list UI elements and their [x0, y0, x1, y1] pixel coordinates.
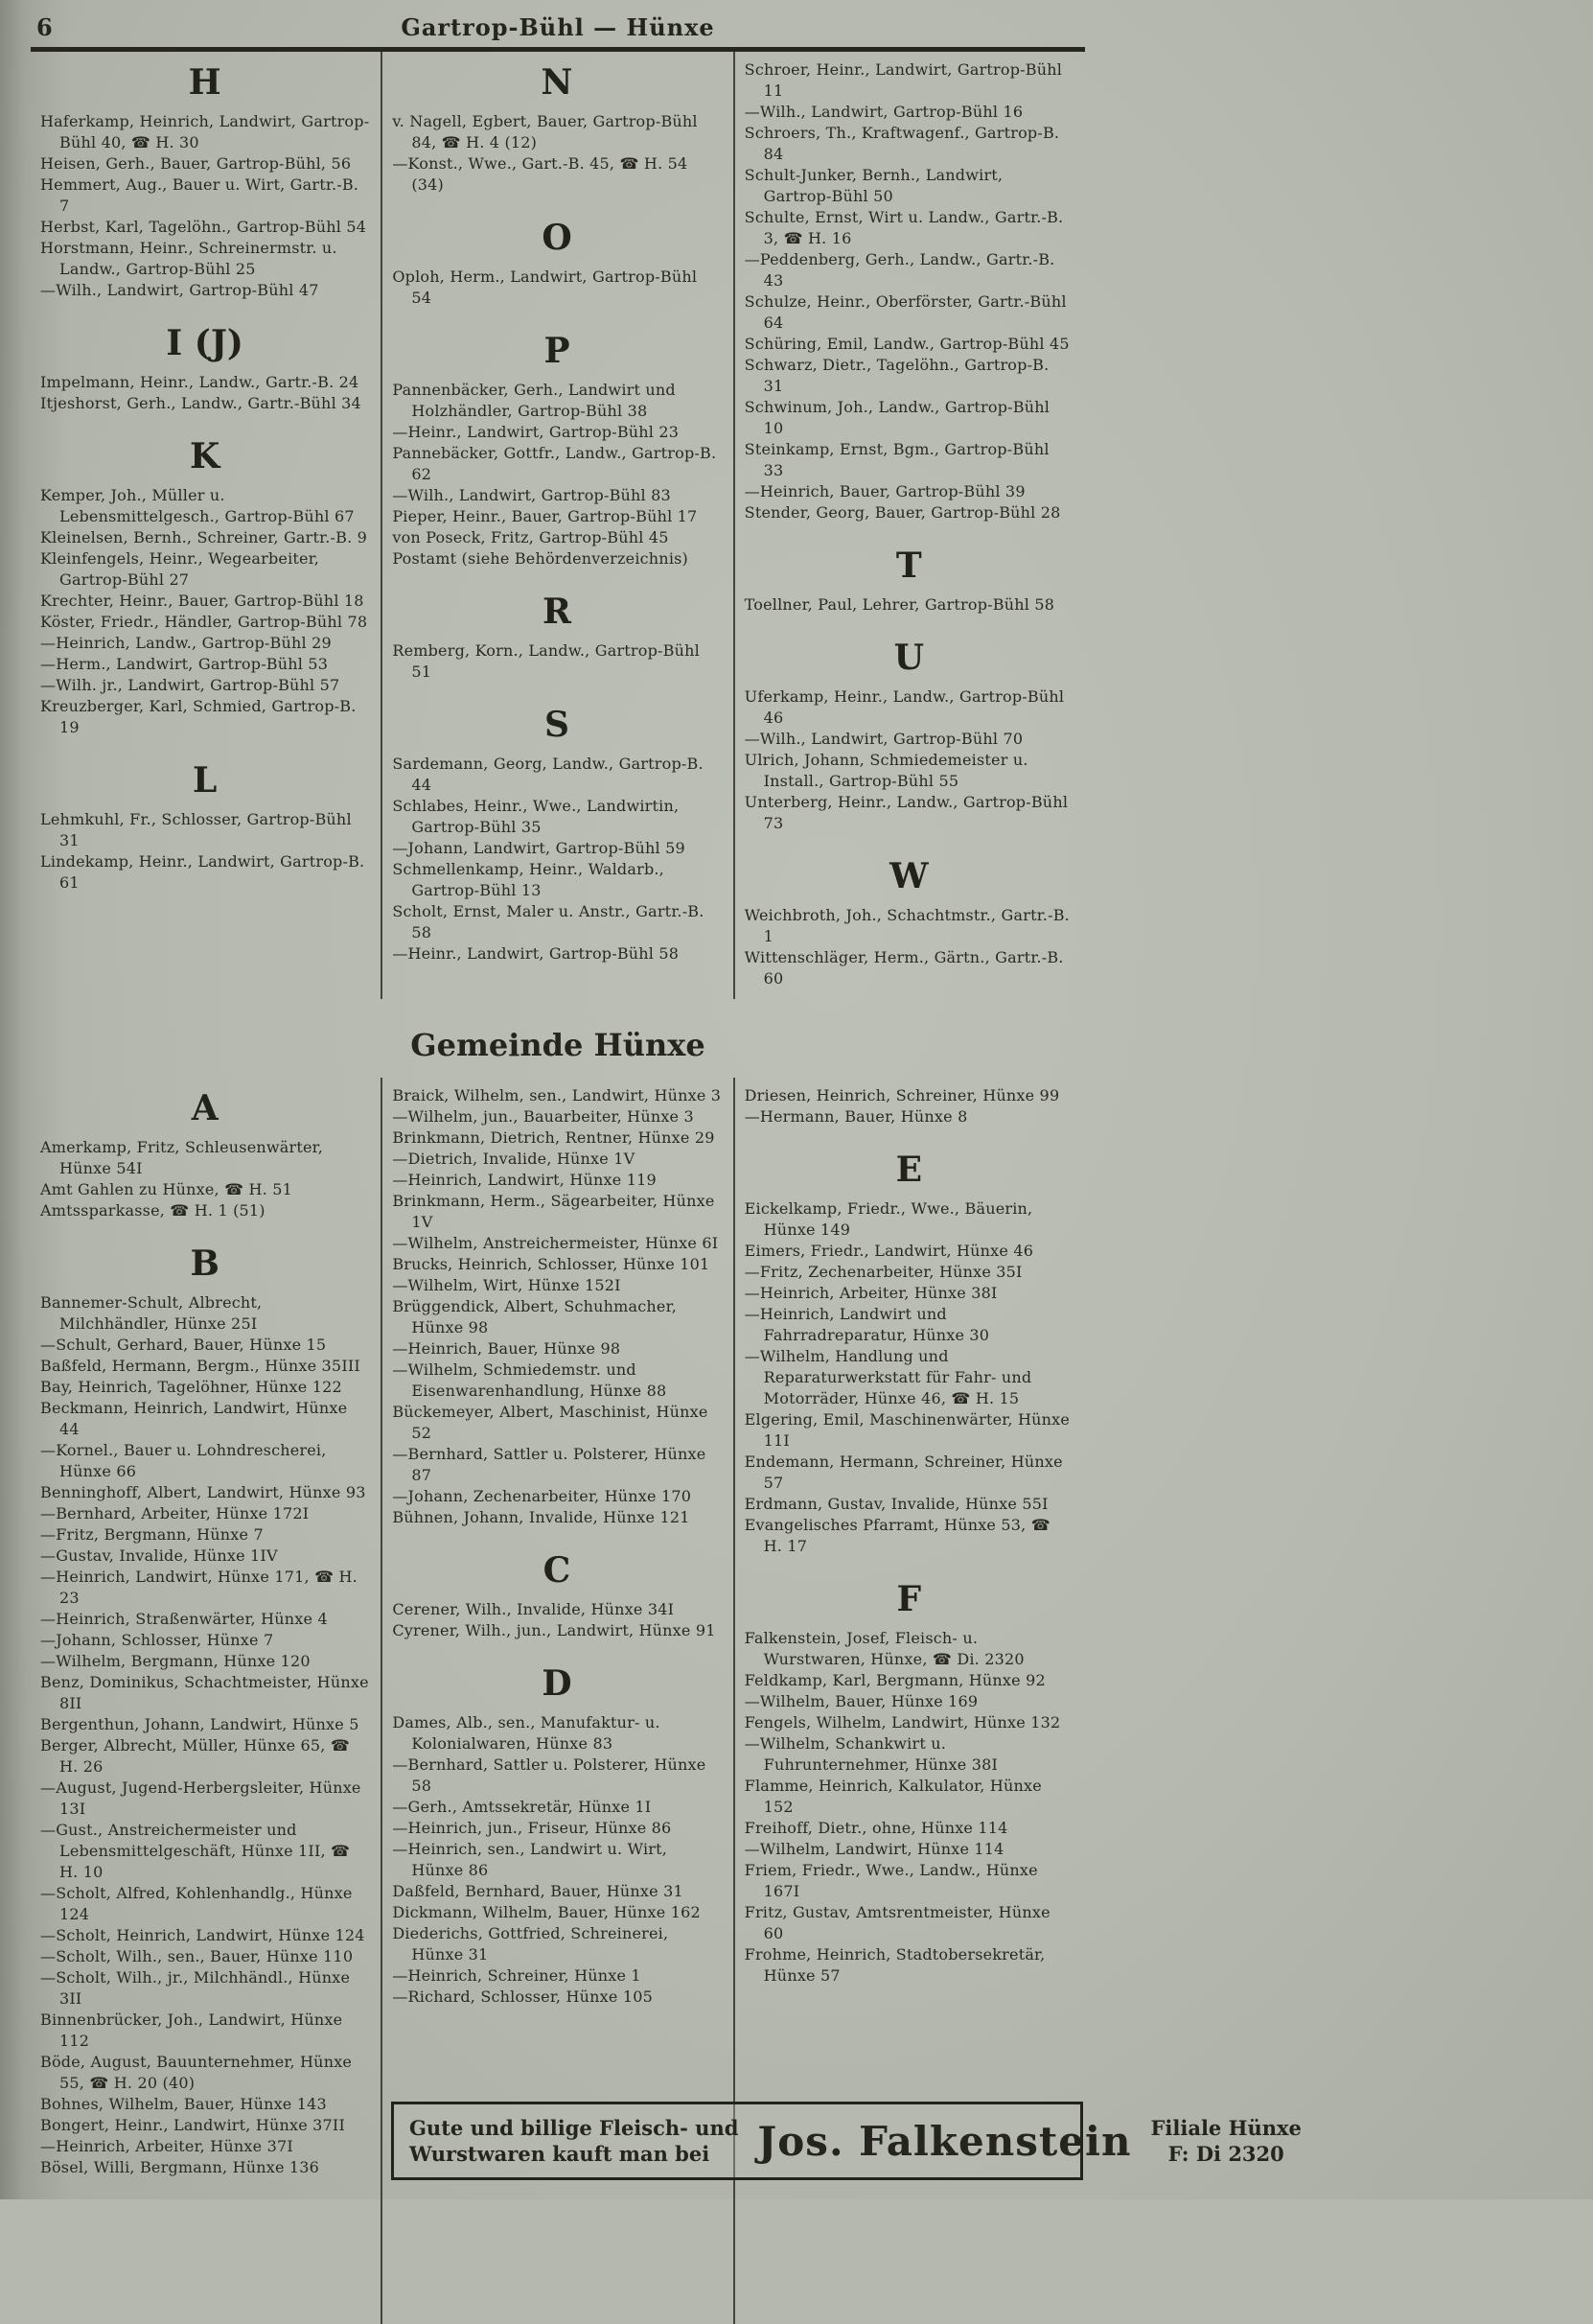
- directory-entry: Benninghoff, Albert, Landwirt, Hünxe 93: [40, 1483, 366, 1501]
- directory-entry: —Wilhelm, Handlung und Reparaturwerkstatt für Fahr- und Motorräder, Hünxe 46, ☎ H. 15: [744, 1347, 1032, 1407]
- directory-entry: Binnenbrücker, Joh., Landwirt, Hünxe 112: [40, 2010, 343, 2050]
- directory-entry: —Scholt, Heinrich, Landwirt, Hünxe 124: [40, 1926, 365, 1944]
- directory-entry: Stender, Georg, Bauer, Gartrop-Bühl 28: [744, 503, 1061, 522]
- directory-entry: Cerener, Wilh., Invalide, Hünxe 34I: [392, 1600, 675, 1618]
- directory-entry: Friem, Friedr., Wwe., Landw., Hünxe 167I: [744, 1861, 1038, 1900]
- directory-entry: —Wilh., Landwirt, Gartrop-Bühl 47: [40, 281, 319, 299]
- directory-entry: —Wilh. jr., Landwirt, Gartrop-Bühl 57: [40, 676, 340, 694]
- directory-entry: —August, Jugend-Herbergsleiter, Hünxe 13I: [40, 1778, 361, 1818]
- directory-entry: Weichbroth, Joh., Schachtmstr., Gartr.-B. 1: [744, 906, 1070, 945]
- advertisement-box: [391, 2102, 1302, 2180]
- directory-entry: Eickelkamp, Friedr., Wwe., Bäuerin, Hünxe 149: [744, 1199, 1033, 1239]
- section-letter-heading: C: [543, 1550, 571, 1591]
- directory-column-4: [31, 1078, 381, 2324]
- directory-entry: —Wilhelm, Schmiedemstr. und Eisenwarenhandlung, Hünxe 88: [392, 1360, 667, 1400]
- directory-entry: Herbst, Karl, Tagelöhn., Gartrop-Bühl 54: [40, 218, 367, 236]
- directory-entry: Schroers, Th., Kraftwagenf., Gartrop-B. 84: [744, 124, 1060, 163]
- directory-entry: Daßfeld, Bernhard, Bauer, Hünxe 31: [392, 1882, 683, 1900]
- directory-entry: Bückemeyer, Albert, Maschinist, Hünxe 52: [392, 1403, 708, 1442]
- directory-entry: —Heinr., Landwirt, Gartrop-Bühl 58: [392, 944, 680, 963]
- directory-entry: —Johann, Zechenarbeiter, Hünxe 170: [392, 1487, 692, 1505]
- directory-entry: —Dietrich, Invalide, Hünxe 1V: [392, 1150, 635, 1168]
- page-title: Gartrop-Bühl — Hünxe: [401, 13, 715, 41]
- directory-entry: Schult-Junker, Bernh., Landwirt, Gartrop-Bühl 50: [744, 166, 1004, 205]
- directory-column-2: [381, 52, 732, 999]
- section-letter-heading: N: [541, 62, 573, 103]
- directory-entry: —Heinrich, sen., Landwirt u. Wirt, Hünxe 86: [392, 1840, 668, 1879]
- directory-entry: Ulrich, Johann, Schmiedemeister u. Install., Gartrop-Bühl 55: [744, 751, 1028, 790]
- directory-entry: —Richard, Schlosser, Hünxe 105: [392, 1987, 653, 2006]
- directory-entry: —Gust., Anstreichermeister und Lebensmittelgeschäft, Hünxe 1II, ☎ H. 10: [40, 1821, 351, 1881]
- directory-entry: Schwarz, Dietr., Tagelöhn., Gartrop-B. 31: [744, 356, 1050, 395]
- directory-entry: —Bernhard, Sattler u. Polsterer, Hünxe 58: [392, 1755, 706, 1795]
- directory-entry: —Johann, Landwirt, Gartrop-Bühl 59: [392, 839, 685, 857]
- directory-entry: Dames, Alb., sen., Manufaktur- u. Kolonialwaren, Hünxe 83: [392, 1713, 660, 1753]
- directory-entry: Schulze, Heinr., Oberförster, Gartr.-Bühl 64: [744, 292, 1067, 332]
- section-letter-heading: K: [190, 436, 220, 476]
- directory-entry: Krechter, Heinr., Bauer, Gartrop-Bühl 18: [40, 592, 364, 610]
- directory-entry: Böde, August, Bauunternehmer, Hünxe 55, ☎ H. 20 (40): [40, 2053, 353, 2092]
- directory-entry: Feldkamp, Karl, Bergmann, Hünxe 92: [744, 1671, 1046, 1689]
- directory-entry: Bongert, Heinr., Landwirt, Hünxe 37II: [40, 2116, 345, 2134]
- directory-entry: —Fritz, Zechenarbeiter, Hünxe 35I: [744, 1263, 1023, 1281]
- directory-entry: —Heinrich, Bauer, Hünxe 98: [392, 1339, 621, 1358]
- directory-entry: Driesen, Heinrich, Schreiner, Hünxe 99: [744, 1086, 1060, 1104]
- directory-entry: —Heinrich, Arbeiter, Hünxe 38I: [744, 1284, 998, 1302]
- section-letter-heading: W: [889, 856, 929, 896]
- gemeinde-heading: Gemeinde Hünxe: [410, 1027, 705, 1063]
- directory-entry: Haferkamp, Heinrich, Landwirt, Gartrop-Bühl 40, ☎ H. 30: [40, 112, 370, 151]
- directory-entry: —Heinrich, Landwirt, Hünxe 171, ☎ H. 23: [40, 1568, 358, 1607]
- directory-entry: Fritz, Gustav, Amtsrentmeister, Hünxe 60: [744, 1903, 1050, 1942]
- directory-entry: Diederichs, Gottfried, Schreinerei, Hünxe 31: [392, 1924, 669, 1964]
- directory-entry: —Scholt, Wilh., jr., Milchhändl., Hünxe 3II: [40, 1968, 351, 2008]
- section-letter-heading: O: [542, 218, 572, 258]
- directory-entry: Cyrener, Wilh., jun., Landwirt, Hünxe 91: [392, 1621, 716, 1639]
- page-number: 6: [36, 13, 53, 41]
- section-letter-heading: F: [896, 1579, 922, 1619]
- directory-entry: Steinkamp, Ernst, Bgm., Gartrop-Bühl 33: [744, 440, 1050, 479]
- directory-entry: —Wilh., Landwirt, Gartrop-Bühl 70: [744, 730, 1024, 748]
- directory-entry: Eimers, Friedr., Landwirt, Hünxe 46: [744, 1242, 1034, 1260]
- directory-entry: Bay, Heinrich, Tagelöhner, Hünxe 122: [40, 1378, 342, 1396]
- directory-entry: Unterberg, Heinr., Landw., Gartrop-Bühl 73: [744, 793, 1069, 832]
- directory-entry: Kleinfengels, Heinr., Wegearbeiter, Gartrop-Bühl 27: [40, 549, 320, 589]
- directory-entry: Toellner, Paul, Lehrer, Gartrop-Bühl 58: [744, 595, 1055, 614]
- directory-entry: Remberg, Korn., Landw., Gartrop-Bühl 51: [392, 641, 700, 681]
- directory-entry: —Scholt, Alfred, Kohlenhandlg., Hünxe 124: [40, 1884, 353, 1923]
- directory-entry: Frohme, Heinrich, Stadtobersekretär, Hünxe 57: [744, 1945, 1046, 1985]
- directory-entry: Schwinum, Joh., Landw., Gartrop-Bühl 10: [744, 398, 1050, 437]
- page-header: [31, 12, 1085, 44]
- directory-entry: Pannenbäcker, Gerh., Landwirt und Holzhändler, Gartrop-Bühl 38: [392, 381, 676, 420]
- directory-entry: Bösel, Willi, Bergmann, Hünxe 136: [40, 2158, 320, 2176]
- directory-entry: —Schult, Gerhard, Bauer, Hünxe 15: [40, 1336, 327, 1354]
- section-letter-heading: S: [543, 705, 569, 745]
- directory-entry: —Heinrich, Arbeiter, Hünxe 37I: [40, 2137, 293, 2155]
- directory-entry: —Heinrich, Schreiner, Hünxe 1: [392, 1966, 641, 1985]
- directory-entry: Freihoff, Dietr., ohne, Hünxe 114: [744, 1819, 1008, 1837]
- section-letter-heading: L: [193, 760, 218, 801]
- directory-entry: —Heinr., Landwirt, Gartrop-Bühl 23: [392, 423, 680, 441]
- directory-entry: Wittenschläger, Herm., Gärtn., Gartr.-B. 60: [744, 948, 1064, 988]
- directory-entry: Evangelisches Pfarramt, Hünxe 53, ☎ H. 17: [744, 1516, 1050, 1555]
- directory-entry: —Hermann, Bauer, Hünxe 8: [744, 1107, 968, 1126]
- directory-column-1: [31, 52, 381, 999]
- directory-entry: Endemann, Hermann, Schreiner, Hünxe 57: [744, 1452, 1063, 1492]
- directory-entry: Berger, Albrecht, Müller, Hünxe 65, ☎ H. 26: [40, 1736, 351, 1776]
- ad-contact: [1151, 2115, 1302, 2167]
- directory-entry: Elgering, Emil, Maschinenwärter, Hünxe 11I: [744, 1410, 1070, 1450]
- directory-entry: —Johann, Schlosser, Hünxe 7: [40, 1631, 274, 1649]
- directory-entry: Kleinelsen, Bernh., Schreiner, Gartr.-B. 9: [40, 528, 368, 546]
- directory-entry: —Gerh., Amtssekretär, Hünxe 1I: [392, 1798, 652, 1816]
- directory-entry: —Wilhelm, Schankwirt u. Fuhrunternehmer, Hünxe 38I: [744, 1734, 998, 1774]
- directory-entry: Amt Gahlen zu Hünxe, ☎ H. 51: [40, 1180, 292, 1198]
- directory-entry: Schulte, Ernst, Wirt u. Landw., Gartr.-B. 3, ☎ H. 16: [744, 208, 1064, 247]
- section-letter-heading: D: [542, 1663, 572, 1704]
- directory-entry: Kemper, Joh., Müller u. Lebensmittelgesch., Gartrop-Bühl 67: [40, 486, 355, 525]
- directory-entry: Lehmkuhl, Fr., Schlosser, Gartrop-Bühl 31: [40, 810, 352, 849]
- ad-text-line2: Wurstwaren kauft man bei: [409, 2142, 710, 2166]
- directory-entry: Bohnes, Wilhelm, Bauer, Hünxe 143: [40, 2095, 327, 2113]
- directory-column-3: [733, 52, 1085, 999]
- directory-entry: Horstmann, Heinr., Schreinermstr. u. Landw., Gartrop-Bühl 25: [40, 239, 337, 278]
- directory-entry: —Wilh., Landwirt, Gartrop-Bühl 16: [744, 103, 1024, 121]
- directory-entry: —Wilh., Landwirt, Gartrop-Bühl 83: [392, 486, 671, 504]
- directory-entry: —Heinrich, Landwirt, Hünxe 119: [392, 1171, 657, 1189]
- section-letter-heading: H: [188, 62, 221, 103]
- directory-entry: Pieper, Heinr., Bauer, Gartrop-Bühl 17: [392, 507, 698, 525]
- directory-entry: —Wilhelm, Bauer, Hünxe 169: [744, 1692, 979, 1710]
- directory-entry: Flamme, Heinrich, Kalkulator, Hünxe 152: [744, 1777, 1042, 1816]
- directory-entry: Hemmert, Aug., Bauer u. Wirt, Gartr.-B. 7: [40, 175, 359, 215]
- directory-entry: —Heinrich, Landwirt und Fahrradreparatur, Hünxe 30: [744, 1305, 990, 1344]
- directory-entry: —Peddenberg, Gerh., Landw., Gartr.-B. 43: [744, 250, 1055, 290]
- section-letter-heading: A: [191, 1088, 219, 1128]
- directory-entry: —Heinrich, Bauer, Gartrop-Bühl 39: [744, 482, 1026, 500]
- directory-entry: Bühnen, Johann, Invalide, Hünxe 121: [392, 1508, 690, 1526]
- section-letter-heading: U: [893, 638, 925, 678]
- directory-entry: Brinkmann, Dietrich, Rentner, Hünxe 29: [392, 1128, 715, 1147]
- directory-entry: Amerkamp, Fritz, Schleusenwärter, Hünxe 54I: [40, 1138, 324, 1177]
- directory-entry: Scholt, Ernst, Maler u. Anstr., Gartr.-B. 58: [392, 902, 704, 941]
- directory-entry: —Herm., Landwirt, Gartrop-Bühl 53: [40, 655, 329, 673]
- directory-entry: —Gustav, Invalide, Hünxe 1IV: [40, 1546, 278, 1565]
- directory-entry: Beckmann, Heinrich, Landwirt, Hünxe 44: [40, 1399, 348, 1438]
- directory-entry: Baßfeld, Hermann, Bergm., Hünxe 35III: [40, 1357, 360, 1375]
- directory-entry: Uferkamp, Heinr., Landw., Gartrop-Bühl 46: [744, 687, 1065, 727]
- directory-entry: Erdmann, Gustav, Invalide, Hünxe 55I: [744, 1495, 1049, 1513]
- section-letter-heading: B: [190, 1243, 219, 1284]
- directory-entry: —Bernhard, Arbeiter, Hünxe 172I: [40, 1504, 310, 1522]
- directory-entry: Kreuzberger, Karl, Schmied, Gartrop-B. 19: [40, 697, 357, 736]
- section-letter-heading: I (J): [166, 323, 243, 363]
- directory-entry: —Scholt, Wilh., sen., Bauer, Hünxe 110: [40, 1947, 354, 1965]
- directory-entry: Brucks, Heinrich, Schlosser, Hünxe 101: [392, 1255, 710, 1273]
- directory-entry: Bergenthun, Johann, Landwirt, Hünxe 5: [40, 1715, 359, 1733]
- directory-entry: Brinkmann, Herm., Sägearbeiter, Hünxe 1V: [392, 1192, 715, 1231]
- top-section: [31, 52, 1085, 999]
- directory-entry: von Poseck, Fritz, Gartrop-Bühl 45: [392, 528, 669, 546]
- directory-entry: —Bernhard, Sattler u. Polsterer, Hünxe 87: [392, 1445, 706, 1484]
- ad-text-line1: Gute und billige Fleisch- und: [409, 2116, 739, 2140]
- section-letter-heading: R: [543, 592, 571, 632]
- section-letter-heading: P: [543, 331, 570, 371]
- directory-entry: —Wilhelm, Landwirt, Hünxe 114: [744, 1840, 1004, 1858]
- directory-entry: Braick, Wilhelm, sen., Landwirt, Hünxe 3: [392, 1086, 722, 1104]
- directory-entry: Schüring, Emil, Landw., Gartrop-Bühl 45: [744, 335, 1070, 353]
- directory-entry: Bannemer-Schult, Albrecht, Milchhändler, Hünxe 25I: [40, 1293, 263, 1333]
- ad-branch: Filiale Hünxe: [1150, 2116, 1302, 2140]
- directory-entry: —Kornel., Bauer u. Lohndrescherei, Hünxe 66: [40, 1441, 327, 1480]
- directory-entry: —Wilhelm, Wirt, Hünxe 152I: [392, 1276, 621, 1294]
- directory-entry: Schmellenkamp, Heinr., Waldarb., Gartrop-Bühl 13: [392, 860, 664, 899]
- directory-entry: Fengels, Wilhelm, Landwirt, Hünxe 132: [744, 1713, 1061, 1731]
- directory-entry: —Fritz, Bergmann, Hünxe 7: [40, 1525, 264, 1544]
- directory-entry: Brüggendick, Albert, Schuhmacher, Hünxe 98: [392, 1297, 677, 1336]
- directory-entry: Postamt (siehe Behördenverzeichnis): [392, 549, 688, 568]
- directory-entry: Amtssparkasse, ☎ H. 1 (51): [40, 1201, 266, 1220]
- ad-phone: F: Di 2320: [1167, 2142, 1284, 2166]
- directory-entry: —Heinrich, jun., Friseur, Hünxe 86: [392, 1819, 672, 1837]
- directory-entry: Itjeshorst, Gerh., Landw., Gartr.-Bühl 34: [40, 394, 361, 412]
- directory-entry: Sardemann, Georg, Landw., Gartrop-B. 44: [392, 755, 704, 794]
- directory-entry: Lindekamp, Heinr., Landwirt, Gartrop-B. 61: [40, 852, 365, 892]
- directory-entry: Köster, Friedr., Händler, Gartrop-Bühl 78: [40, 613, 368, 631]
- directory-entry: —Heinrich, Landw., Gartrop-Bühl 29: [40, 634, 332, 652]
- page-content: [31, 12, 1085, 2324]
- directory-entry: —Heinrich, Straßenwärter, Hünxe 4: [40, 1610, 328, 1628]
- directory-entry: —Wilhelm, Anstreichermeister, Hünxe 6I: [392, 1234, 719, 1252]
- directory-entry: Impelmann, Heinr., Landw., Gartr.-B. 24: [40, 373, 359, 391]
- directory-entry: —Wilhelm, jun., Bauarbeiter, Hünxe 3: [392, 1107, 694, 1126]
- ad-brand-name: Jos. Falkenstein: [757, 2117, 1132, 2165]
- directory-entry: Schlabes, Heinr., Wwe., Landwirtin, Gartrop-Bühl 35: [392, 797, 680, 836]
- directory-entry: —Wilhelm, Bergmann, Hünxe 120: [40, 1652, 311, 1670]
- directory-entry: Heisen, Gerh., Bauer, Gartrop-Bühl, 56: [40, 154, 352, 173]
- section-letter-heading: E: [895, 1150, 923, 1190]
- directory-entry: Falkenstein, Josef, Fleisch- u. Wurstwaren, Hünxe, ☎ Di. 2320: [744, 1629, 1025, 1668]
- directory-entry: Oploh, Herm., Landwirt, Gartrop-Bühl 54: [392, 267, 698, 307]
- directory-entry: v. Nagell, Egbert, Bauer, Gartrop-Bühl 84, ☎ H. 4 (12): [392, 112, 698, 151]
- directory-entry: Dickmann, Wilhelm, Bauer, Hünxe 162: [392, 1903, 701, 1921]
- directory-entry: Pannebäcker, Gottfr., Landw., Gartrop-B. 62: [392, 444, 717, 483]
- ad-text: [409, 2115, 738, 2167]
- directory-entry: Benz, Dominikus, Schachtmeister, Hünxe 8II: [40, 1673, 369, 1712]
- directory-entry: —Konst., Wwe., Gart.-B. 45, ☎ H. 54 (34): [392, 154, 688, 194]
- directory-entry: Schroer, Heinr., Landwirt, Gartrop-Bühl 11: [744, 60, 1063, 100]
- section-letter-heading: T: [895, 546, 922, 586]
